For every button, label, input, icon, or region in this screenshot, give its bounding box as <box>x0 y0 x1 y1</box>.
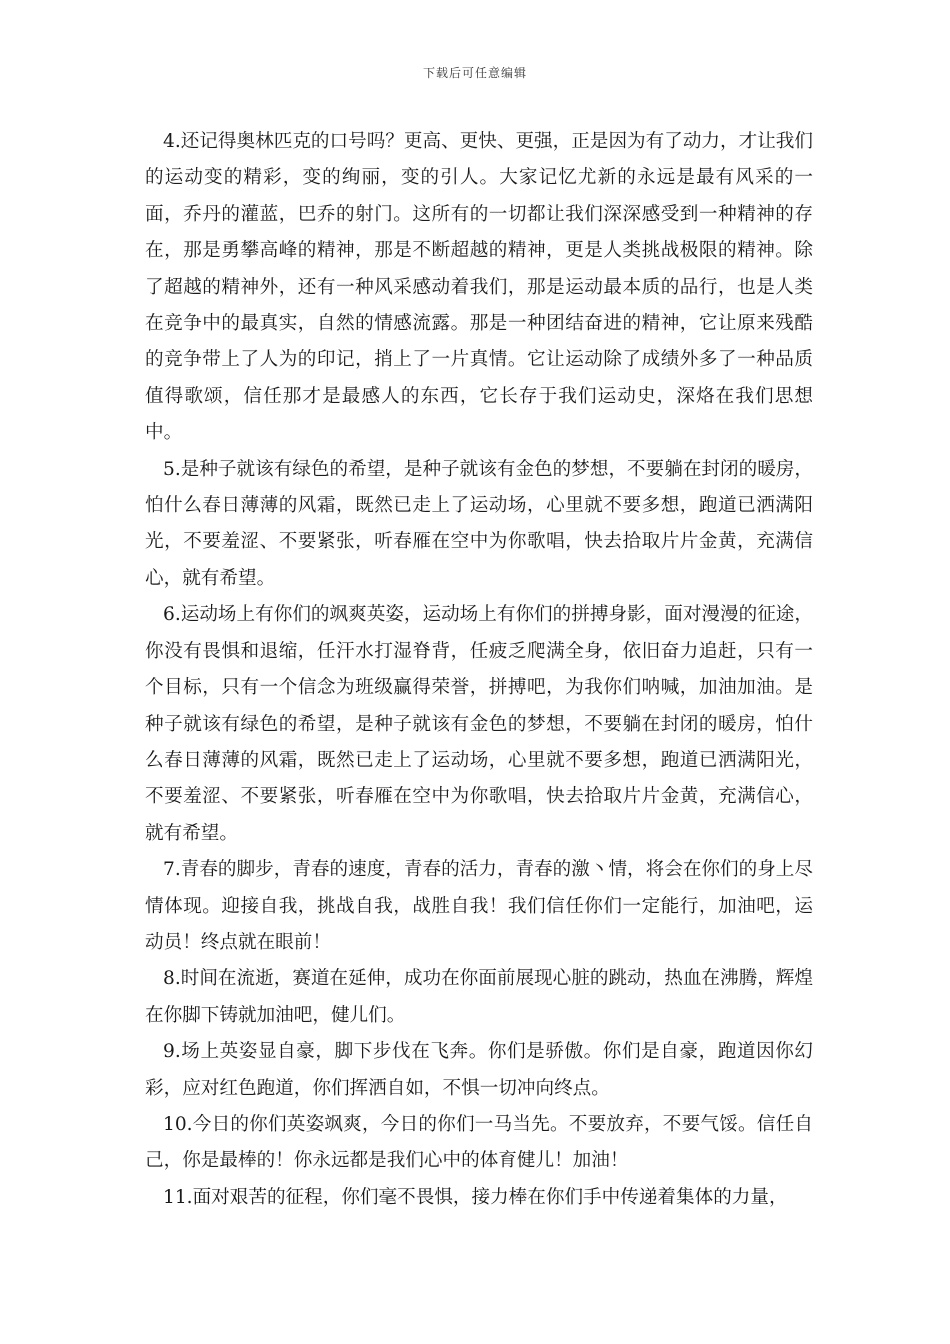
page-header: 下载后可任意编辑 <box>422 66 527 80</box>
document-body <box>145 124 813 1216</box>
paragraph-8: 8.时间在流逝，赛道在延伸，成功在你面前展现心脏的跳动，热血在沸腾，辉煌在你脚下铸就加油吧，健儿们。 <box>145 968 813 1026</box>
paragraph-4: 4.还记得奥林匹克的口号吗？更高、更快、更强，正是因为有了动力，才让我们的运动变的精彩，变的绚丽，变的引人。大家记忆尤新的永远是最有风采的一面，乔丹的灌蓝，巴乔的射门。这所有的一切都让我们深深感受到一种精神的存在，那是勇攀高峰的精神，那是不断超越的精神，更是人类挑战极限的精神。除了超越的精神外，还有一种风采感动着我们，那是运动最本质的品行，也是人类在竞争中的最真实，自然的情感流露。那是一种团结奋进的精神，它让原来残酷的竞争带上了人为的印记，捎上了一片真情。它让运动除了成绩外多了一种品质值得歌颂，信任那才是最感人的东西，它长存于我们运动史，深烙在我们思想中。 <box>145 131 813 444</box>
paragraph-10: 10.今日的你们英姿飒爽，今日的你们一马当先。不要放弃，不要气馁。信任自己，你是最棒的！你永远都是我们心中的体育健儿！加油！ <box>145 1113 813 1172</box>
paragraph-5: 5.是种子就该有绿色的希望，是种子就该有金色的梦想，不要躺在封闭的暖房，怕什么春日薄薄的风霜，既然已走上了运动场，心里就不要多想，跑道已洒满阳光，不要羞涩、不要紧张，听春雁在空中为你歌唱，快去拾取片片金黄，充满信心，就有希望。 <box>145 458 813 589</box>
paragraph-11: 11.面对艰苦的征程，你们毫不畏惧，接力棒在你们手中传递着集体的力量， <box>163 1186 788 1208</box>
paragraph-6: 6.运动场上有你们的飒爽英姿，运动场上有你们的拼搏身影，面对漫漫的征途，你没有畏惧和退缩，任汗水打湿脊背，任疲乏爬满全身，依旧奋力追赶，只有一个目标，只有一个信念为班级赢得荣誉，拼搏吧，为我你们呐喊，加油加油。是种子就该有绿色的希望，是种子就该有金色的梦想，不要躺在封闭的暖房，怕什么春日薄薄的风霜，既然已走上了运动场，心里就不要多想，跑道已洒满阳光，不要羞涩、不要紧张，听春雁在空中为你歌唱，快去拾取片片金黄，充满信心，就有希望。 <box>145 604 813 844</box>
paragraph-7: 7.青春的脚步，青春的速度，青春的活力，青春的激丶情，将会在你们的身上尽情体现。迎接自我，挑战自我，战胜自我！我们信任你们一定能行，加油吧，运动员！终点就在眼前！ <box>145 859 813 953</box>
paragraph-9: 9.场上英姿显自豪，脚下步伐在飞奔。你们是骄傲。你们是自豪，跑道因你幻彩，应对红色跑道，你们挥洒自如，不惧一切冲向终点。 <box>145 1041 813 1099</box>
